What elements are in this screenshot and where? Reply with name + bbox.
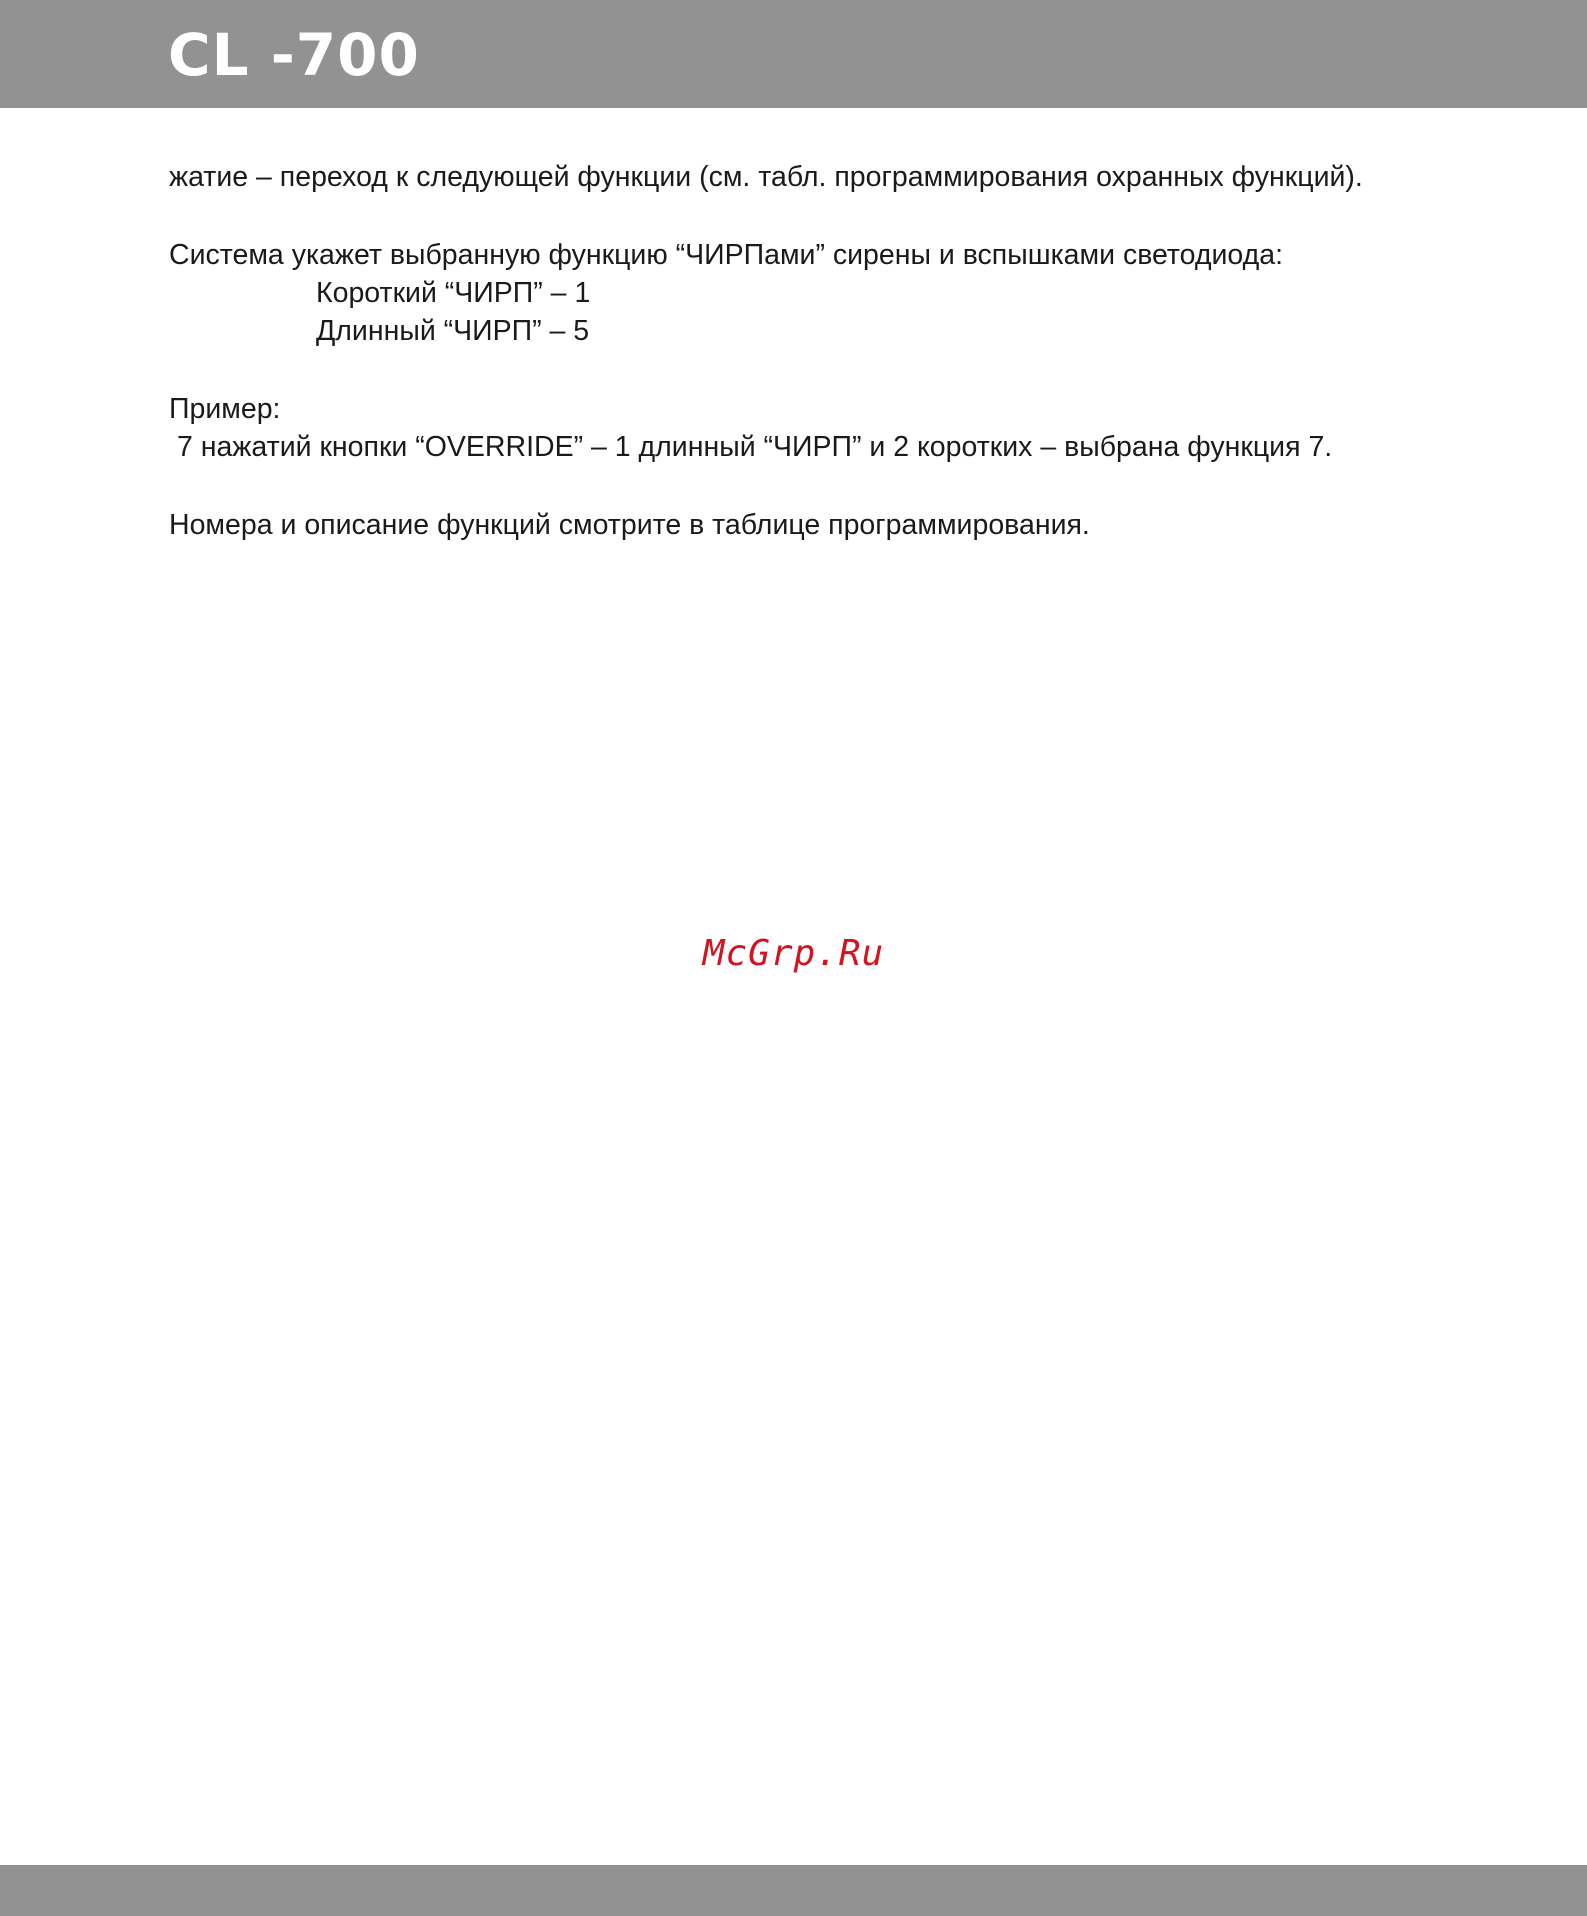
paragraph-system-indication: Система укажет выбранную функцию “ЧИРПами” сирены и вспышками светодиода:	[169, 239, 1284, 271]
short-chirp-line: Короткий “ЧИРП” – 1	[316, 277, 591, 309]
model-title: CL -700	[168, 21, 420, 89]
paragraph-gap	[169, 196, 1499, 236]
long-chirp-line: Длинный “ЧИРП” – 5	[316, 315, 590, 347]
paragraph-gap	[169, 466, 1499, 506]
document-body	[169, 158, 1499, 544]
example-heading: Пример:	[169, 393, 281, 425]
watermark: McGrp.Ru	[702, 933, 885, 974]
paragraph-see-table: Номера и описание функций смотрите в таблице программирования.	[169, 509, 1090, 541]
header-bar	[0, 0, 1587, 108]
footer-bar	[0, 1865, 1587, 1916]
example-text: 7 нажатий кнопки “OVERRIDE” – 1 длинный “ЧИРП” и 2 коротких – выбрана функция 7.	[177, 431, 1333, 463]
paragraph-gap	[169, 350, 1499, 390]
paragraph-continuation: жатие – переход к следующей функции (см. табл. программирования охранных функций).	[169, 161, 1363, 193]
